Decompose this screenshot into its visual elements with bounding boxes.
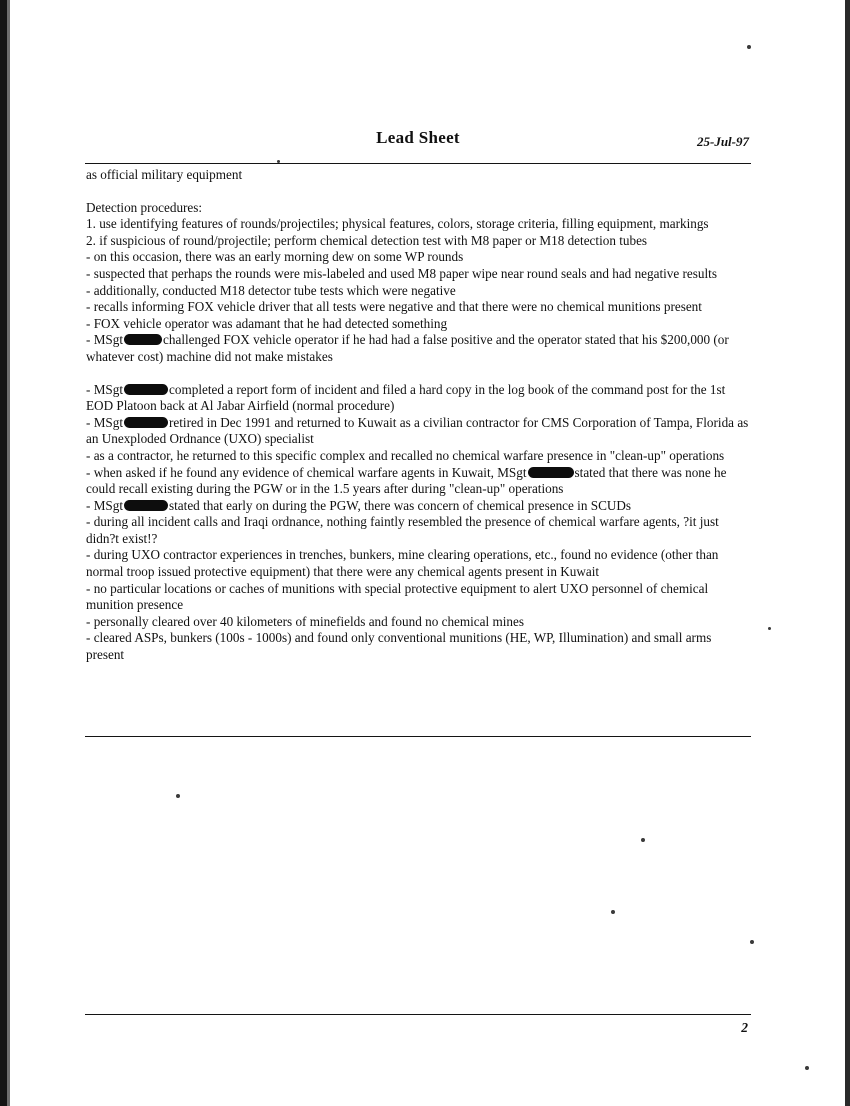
redacted-prefix: - when asked if he found any evidence of chemical warfare agents in Kuwait, MSgt (86, 464, 527, 480)
document-body (85, 0, 751, 1106)
redacted-suffix: completed a report form of incident and filed a hard copy in the log book of the command post for the 1st EOD Platoon back at Al Jabar Airfield (normal procedure) (86, 381, 726, 414)
redaction-block (124, 384, 168, 395)
text-paragraph: - on this occasion, there was an early morning dew on some WP rounds (86, 249, 464, 265)
text-paragraph: - during all incident calls and Iraqi ordnance, nothing faintly resembled the presence of chemical warfare agents, ?it just didn?t exist!? (86, 514, 719, 546)
text-paragraph: - suspected that perhaps the rounds were mis-labeled and used M8 paper wipe near round seals and had negative results (86, 265, 717, 281)
redacted-paragraph (86, 382, 750, 415)
text-paragraph: - as a contractor, he returned to this specific complex and recalled no chemical warfare presence in "clean-up" operations (86, 447, 725, 463)
redacted-prefix: - MSgt (86, 381, 124, 397)
text-paragraph: - cleared ASPs, bunkers (100s - 1000s) and found only conventional munitions (HE, WP, Illumination) and small arms present (86, 630, 712, 663)
redaction-block (124, 500, 168, 511)
redacted-paragraph (86, 465, 750, 498)
footer-rule (85, 1014, 751, 1015)
text-paragraph: 1. use identifying features of rounds/projectiles; physical features, colors, storage criteria, filling equipment, markings (86, 216, 709, 232)
redaction-block (528, 467, 574, 478)
redaction-block (124, 417, 168, 428)
scan-edge-right (845, 0, 850, 1106)
redacted-suffix: stated that there was none he could recall existing during the PGW or in the 1.5 years after during "clean-up" operations (86, 464, 727, 497)
redacted-suffix: challenged FOX vehicle operator if he had had a false positive and the operator stated that his $200,000 (or whatever cost) machine did not make mistakes (86, 332, 729, 364)
document-date: 25-Jul-97 (697, 134, 749, 149)
redacted-prefix: - MSgt (86, 497, 124, 513)
text-paragraph: - FOX vehicle operator was adamant that he had detected something (86, 315, 448, 331)
redacted-suffix: stated that early on during the PGW, there was concern of chemical presence in SCUDs (169, 497, 632, 513)
paragraph-spacer (86, 366, 750, 382)
header-rule (85, 163, 751, 164)
text-paragraph: - no particular locations or caches of munitions with special protective equipment to alert UXO personnel of chemical munition presence (86, 580, 709, 613)
page-title: Lead Sheet (376, 128, 460, 147)
page-number: 2 (741, 1020, 748, 1035)
redacted-paragraph (86, 498, 750, 515)
redacted-suffix: retired in Dec 1991 and returned to Kuwait as a civilian contractor for CMS Corporation of Tampa, Florida as an Unexploded Ordnance (UXO) specialist (86, 414, 749, 447)
redacted-paragraph (86, 332, 750, 365)
text-paragraph: - during UXO contractor experiences in trenches, bunkers, mine clearing operations, etc., found no evidence (other than normal troop issued protective equipment) that there were any chemical agents present in Kuwait (86, 547, 719, 580)
paragraph-spacer (86, 184, 750, 200)
redaction-block (124, 334, 162, 345)
redacted-prefix: - MSgt (86, 414, 124, 430)
scan-speck (805, 1066, 809, 1070)
document-text (86, 167, 750, 664)
scan-edge-left (0, 0, 7, 1106)
text-paragraph: 2. if suspicious of round/projectile; perform chemical detection test with M8 paper or M18 detection tubes (86, 232, 648, 248)
redacted-prefix: - MSgt (86, 332, 124, 348)
text-paragraph: - recalls informing FOX vehicle driver that all tests were negative and that there were no chemical munitions present (86, 299, 702, 315)
body-end-rule (85, 736, 751, 737)
redacted-paragraph (86, 415, 750, 448)
text-paragraph: Detection procedures: (86, 199, 203, 215)
scan-speck (768, 627, 771, 630)
document-header (85, 128, 751, 158)
text-line-continuation: as official military equipment (86, 167, 243, 182)
text-paragraph: - personally cleared over 40 kilometers of minefields and found no chemical mines (86, 613, 524, 629)
text-paragraph: - additionally, conducted M18 detector tube tests which were negative (86, 282, 456, 298)
